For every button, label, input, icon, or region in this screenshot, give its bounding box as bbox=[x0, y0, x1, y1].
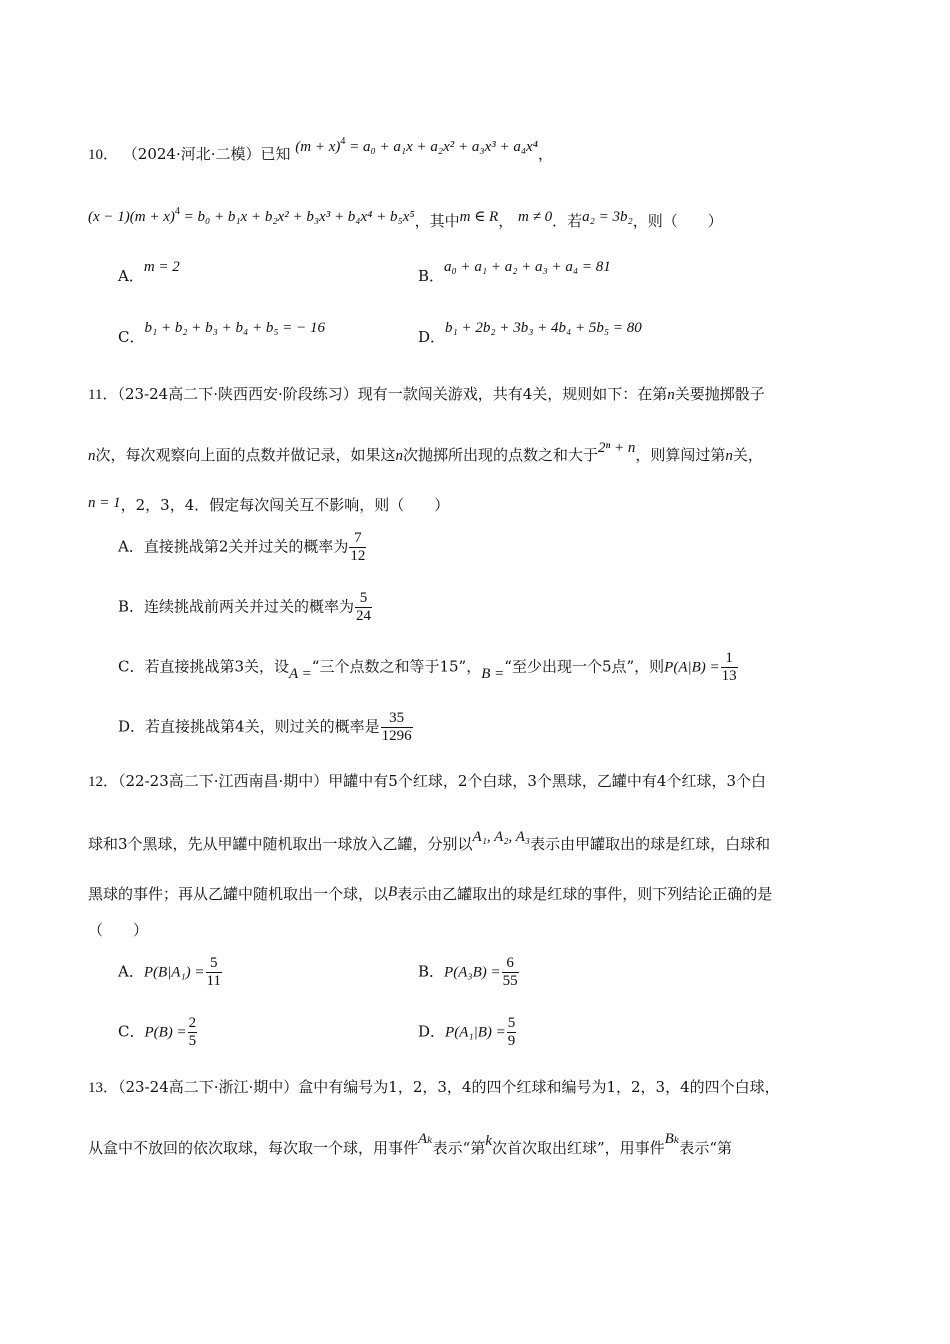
q10-line2: $(x - 1)(m + x)^4 = b_0 + b_1x + b_2x^2 + b_3x^3 + b_4x^4 + b_5x^5$，其中m ∈ R， m ≠ 0．若a₂ = 3b₂，则（ ） bbox=[88, 206, 723, 230]
q11-option-d: D．若直接挑战第4关，则过关的概率是 $\frac{35}{1296}$ bbox=[118, 710, 412, 744]
formula: b₁ + b₂ + b₃ + b₄ + b₅ = − 16 bbox=[144, 320, 326, 336]
formula: m = 2 bbox=[143, 259, 180, 275]
fraction: $\frac{5}{24}$ bbox=[356, 590, 372, 624]
fraction: $\frac{7}{12}$ bbox=[350, 530, 366, 564]
q12-line1: 12．（22-23高二下·江西南昌·期中）甲罐中有5个红球，2个白球，3个黑球，乙罐中有4个红球，3个白 bbox=[88, 772, 767, 790]
q11-line1: 11．（23-24高二下·陕西西安·阶段练习）现有一款闯关游戏，共有4关，规则如下：在第n关要抛掷骰子 bbox=[88, 385, 765, 403]
q12-line2: 球和3个黑球，先从甲罐中随机取出一球放入乙罐，分别以A₁, A₂, A₃表示由甲罐取出的球是红球，白球和 bbox=[88, 829, 771, 853]
formula: a₂ = 3b₂ bbox=[582, 209, 633, 225]
fraction: $\frac{2}{5}$ bbox=[188, 1015, 197, 1049]
question-source: （2024·河北·二模）已知 bbox=[122, 145, 291, 163]
q10-line1: 10． （2024·河北·二模）已知 $(m + x)^4 = a_0 + a_1x + a_2x^2 + a_3x^3 + a_4x^4$， bbox=[88, 136, 553, 163]
q12-option-d: D．P(A₁|B) = $\frac{5}{9}$ bbox=[418, 1015, 516, 1049]
fraction: $\frac{1}{13}$ bbox=[721, 650, 737, 684]
formula: 2ⁿ + n bbox=[598, 440, 636, 456]
q11-option-a: A．直接挑战第2关并过关的概率为 $\frac{7}{12}$ bbox=[118, 530, 366, 564]
question-number: 13． bbox=[88, 1080, 119, 1096]
formula: A₁, A₂, A₃ bbox=[472, 829, 531, 845]
formula: m ≠ 0 bbox=[518, 209, 553, 225]
q10-option-b: B．a₀ + a₁ + a₂ + a₃ + a₄ = 81 bbox=[418, 259, 611, 285]
question-number: 12． bbox=[88, 774, 119, 790]
fraction: $\frac{6}{55}$ bbox=[502, 955, 518, 989]
q10-option-c: C．b₁ + b₂ + b₃ + b₄ + b₅ = − 16 bbox=[118, 320, 326, 346]
fraction: $\frac{35}{1296}$ bbox=[381, 710, 412, 744]
q11-option-b: B．连续挑战前两关并过关的概率为 $\frac{5}{24}$ bbox=[118, 590, 372, 624]
q10-option-d: D．b₁ + 2b₂ + 3b₃ + 4b₄ + 5b₅ = 80 bbox=[418, 320, 642, 346]
q11-line2: n次，每次观察向上面的点数并做记录，如果这n次抛掷所出现的点数之和大于2ⁿ + n，则算闯过第n关， bbox=[88, 440, 763, 464]
q12-option-b: B．P(A₃B) = $\frac{6}{55}$ bbox=[418, 955, 518, 989]
formula: $(m + x)^4 = a_0 + a_1x + a_2x^2 + a_3x^3 + a_4x^4$ bbox=[295, 136, 538, 155]
question-number: 11． bbox=[88, 387, 118, 403]
formula: $(x - 1)(m + x)^4 = b_0 + b_1x + b_2x^2 + b_3x^3 + b_4x^4 + b_5x^5$ bbox=[88, 206, 415, 225]
formula: m ∈ R bbox=[459, 209, 499, 225]
fraction: $\frac{5}{11}$ bbox=[206, 955, 221, 989]
q12-option-a: A．P(B|A₁) = $\frac{5}{11}$ bbox=[118, 955, 221, 989]
q12-line3: 黑球的事件；再从乙罐中随机取出一个球，以B表示由乙罐取出的球是红球的事件，则下列结论正确的是 bbox=[88, 884, 773, 903]
q13-line1: 13．（23-24高二下·浙江·期中）盒中有编号为1，2，3，4的四个红球和编号为1，2，3，4的四个白球， bbox=[88, 1078, 780, 1096]
fraction: $\frac{5}{9}$ bbox=[507, 1015, 516, 1049]
q10-option-a: A．m = 2 bbox=[118, 259, 180, 285]
q11-line3: n = 1，2，3，4．假定每次闯关互不影响，则（ ） bbox=[88, 495, 450, 514]
formula: b₁ + 2b₂ + 3b₃ + 4b₄ + 5b₅ = 80 bbox=[445, 320, 642, 336]
formula: a₀ + a₁ + a₂ + a₃ + a₄ = 81 bbox=[444, 259, 611, 275]
formula: n = 1 bbox=[88, 495, 121, 511]
q11-option-c: C．若直接挑战第3关，设A =“三个点数之和等于15”，B =“至少出现一个5点”，则P(A|B) = $\frac{1}{13}$ bbox=[118, 650, 737, 684]
q13-line2: 从盒中不放回的依次取球，每次取一个球，用事件Aₖ表示“第k次首次取出红球”，用事件Bₖ表示“第 bbox=[88, 1131, 732, 1157]
question-number: 10． bbox=[88, 147, 119, 163]
q12-option-c: C．P(B) = $\frac{2}{5}$ bbox=[118, 1015, 197, 1049]
q12-line4: （ ） bbox=[88, 921, 149, 939]
